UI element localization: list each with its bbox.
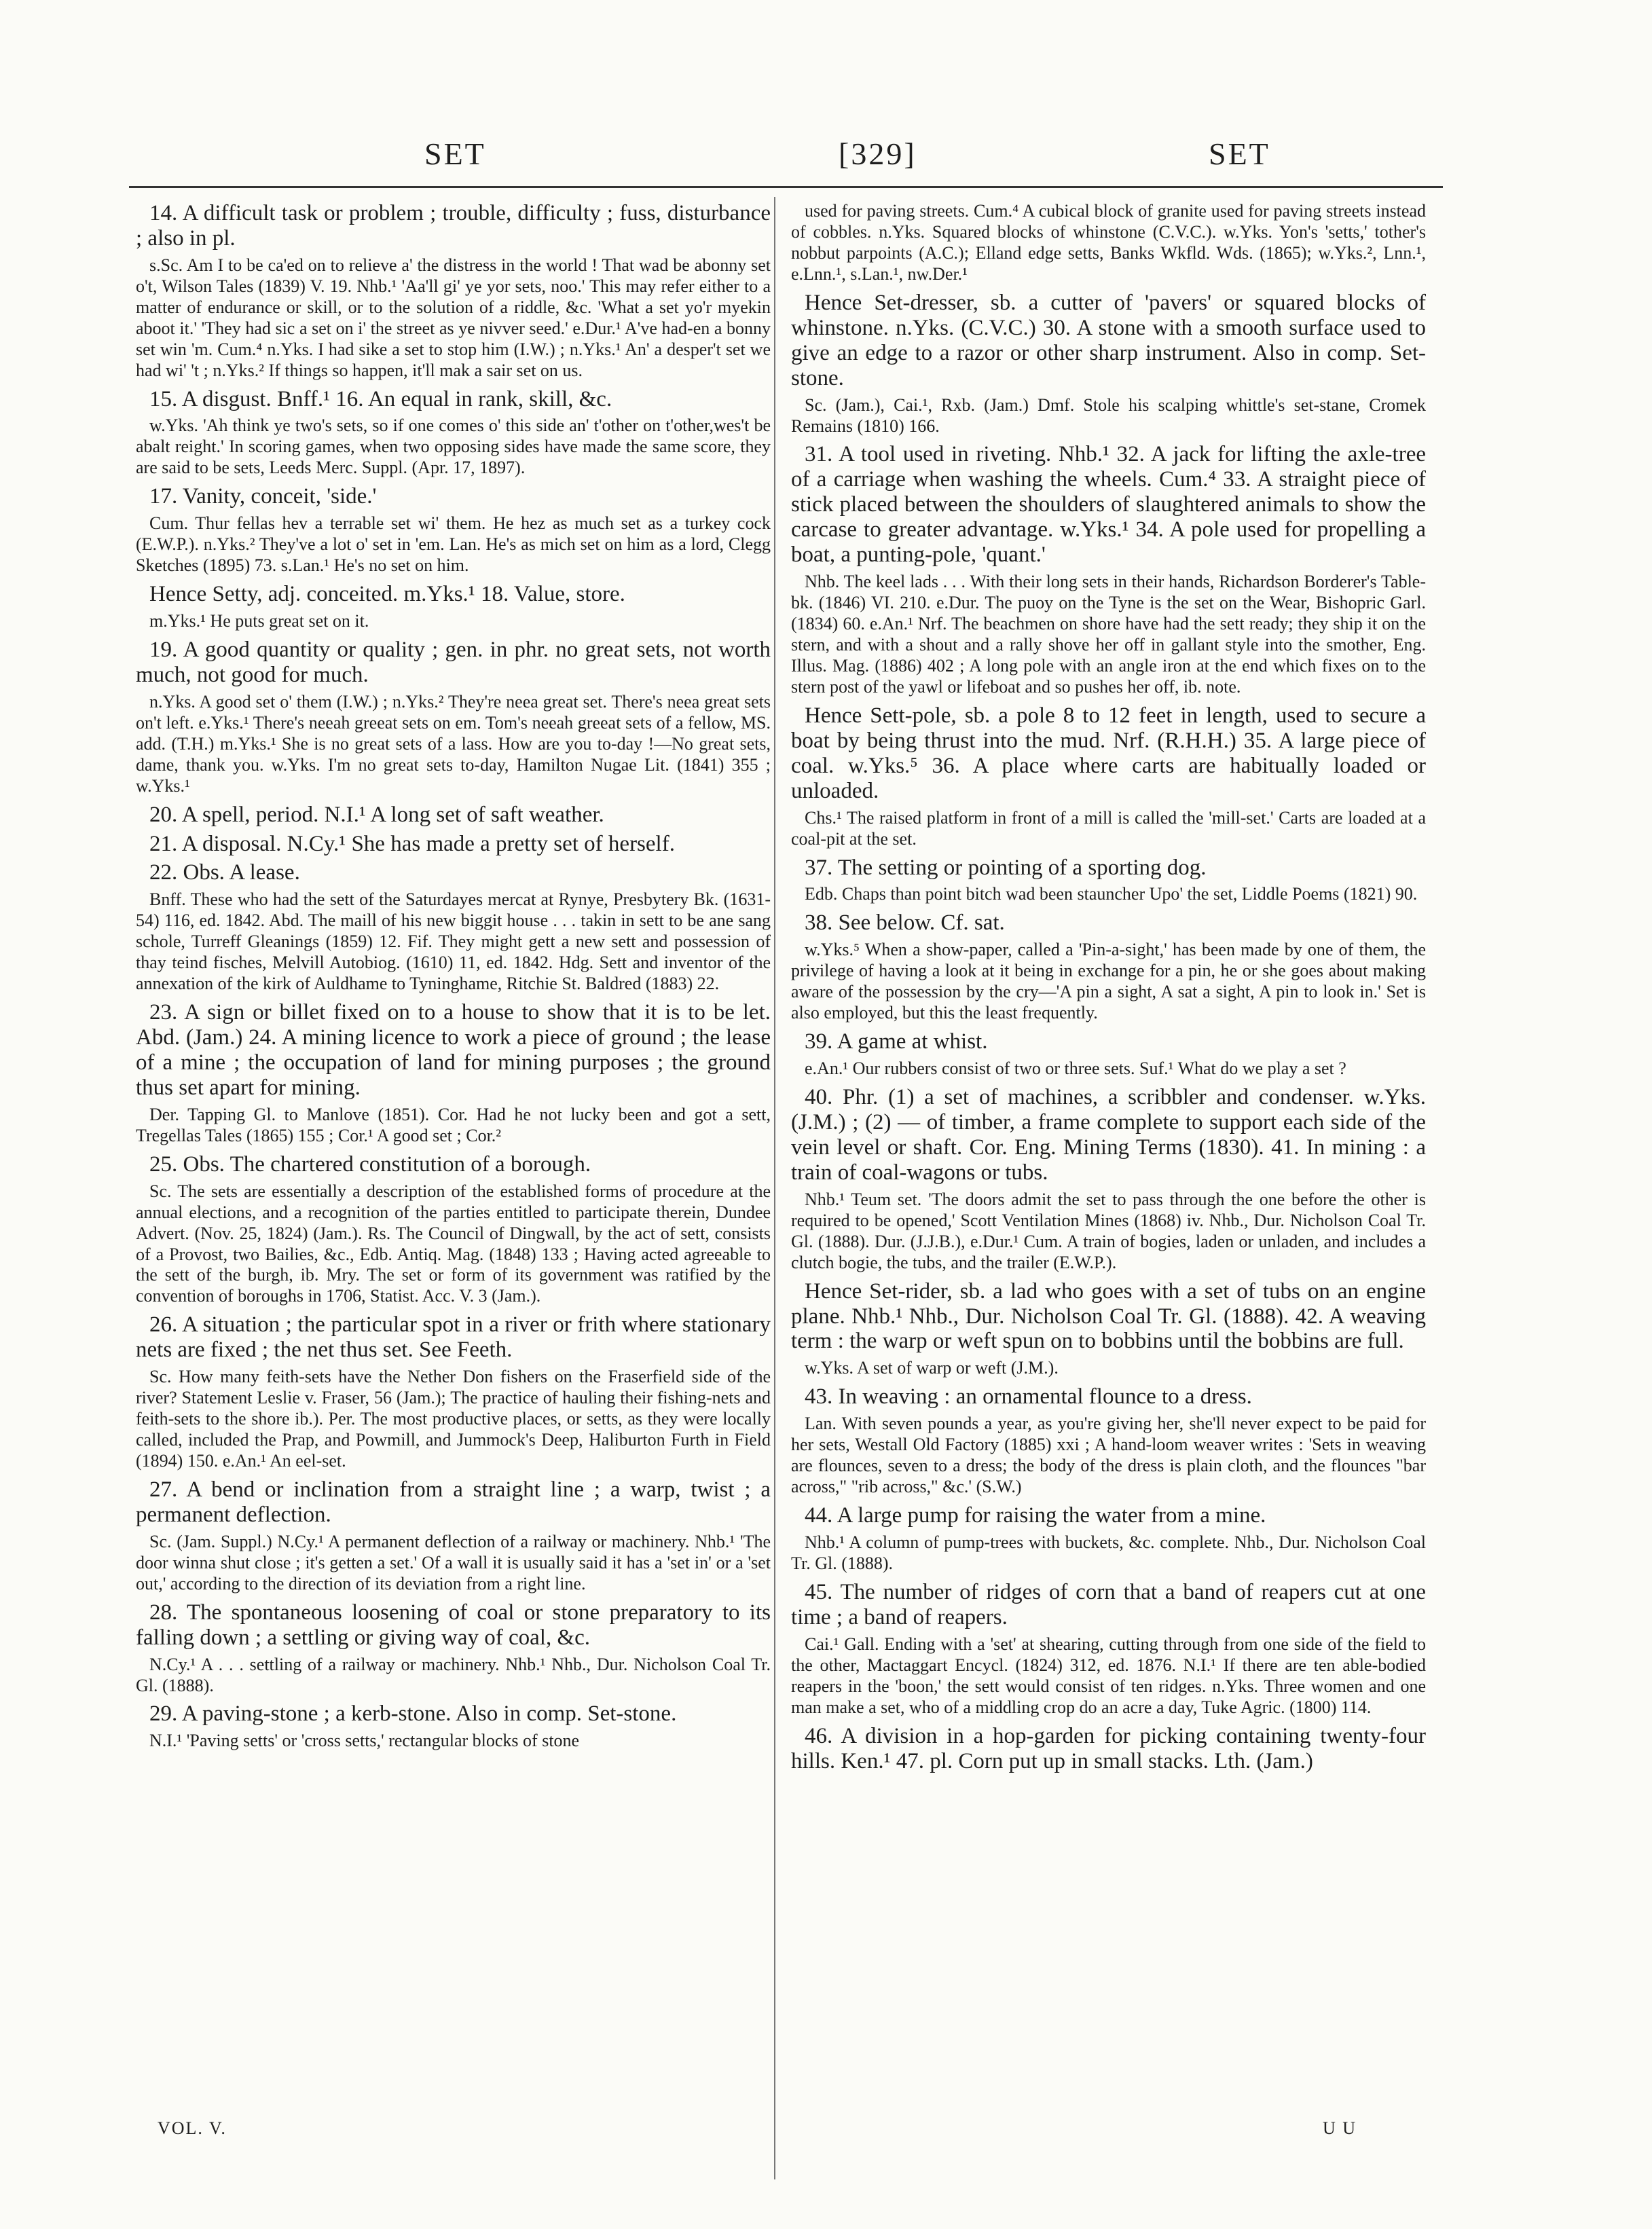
quotation-paragraph: Nhb. The keel lads . . . With their long sets in their hands, Richardson Borderer's Table-bk. (1846) VI. 210. e.Dur. The puoy on the Tyne is the set on the Wear, Bishopric Garl. (1834) 60. e.An.¹ Nrf. The beachmen on shore have had the sett ready; they ship it on the stern, and with a shout and a rally shove her off in gallant style into the smother, Eng. Illus. Mag. (1886) 402 ; A long pole with an angle iron at the end which fixes on to the stern post of the yawl or lifeboat and so pushes her off, ib. note. [791,572,1426,697]
definition-paragraph: 40. Phr. (1) a set of machines, a scribbler and condenser. w.Yks. (J.M.) ; (2) — of timber, a frame complete to support each side of the vein level or shaft. Cor. Eng. Mining Terms (1830). 41. In mining : a train of coal-wagons or tubs. [791,1085,1426,1185]
quotation-paragraph: e.An.¹ Our rubbers consist of two or three sets. Suf.¹ What do we play a set ? [805,1058,1346,1079]
quotation-paragraph: Lan. With seven pounds a year, as you're giving her, she'll never expect to be paid for her sets, Westall Old Factory (1885) xxi ; A hand-loom weaver writes : 'Sets in weaving are flounces, seven to a dress; the body of the dress is plain cloth, and the flounces "bar across," "rib across," &c.' (S.W.) [791,1414,1426,1497]
quotation-paragraph: Cai.¹ Gall. Ending with a 'set' at shearing, cutting through from one side of the field to the other, Mactaggart Encycl. (1824) 312, ed. 1876. N.I.¹ If there are ten able-bodied reapers in the 'boon,' the sett would consist of ten ridges. n.Yks. Three women and one man make a set, who of a middling crop do an acre a day, Tuke Agric. (1800) 114. [791,1634,1426,1717]
quotation-paragraph: Sc. (Jam. Suppl.) N.Cy.¹ A permanent deflection of a railway or machinery. Nhb.¹ 'The door winna shut close ; it's getten a set.' Of a wall it is usually said it has a 'set in' or a 'set out,' according to the direction of its deviation from a right line. [136,1531,771,1594]
quotation-paragraph: Edb. Chaps than point bitch wad been stauncher Upo' the set, Liddle Poems (1821) 90. [805,884,1418,904]
definition-paragraph: 37. The setting or pointing of a sporting dog. [805,855,1207,880]
definition-paragraph: 21. A disposal. N.Cy.¹ She has made a pretty set of herself. [149,831,675,856]
quotation-paragraph: Nhb.¹ Teum set. 'The doors admit the set to pass through the one before the other is required to be opened,' Scott Ventilation Mines (1868) iv. Nhb., Dur. Nicholson Coal Tr. Gl. (1888). Dur. (J.J.B.), e.Dur.¹ Cum. A train of bogies, laden or unladen, and includes a clutch bogie, the tubs, and the trailer (E.W.P.). [791,1189,1426,1272]
quotation-paragraph: Sc. The sets are essentially a description of the established forms of procedure at the annual elections, and a recognition of the parties entitled to participate therein, Dundee Advert. (Nov. 25, 1824) (Jam.). Rs. The Council of Dingwall, by the act of sett, consists of a Provost, two Bailies, &c., Edb. Antiq. Mag. (1848) 133 ; Having acted agreeable to the sett of the burgh, ib. Mry. The set or form of its government was ratified by the convention of boroughs in 1706, Statist. Acc. V. 3 (Jam.). [136,1181,771,1306]
quotation-paragraph: Sc. (Jam.), Cai.¹, Rxb. (Jam.) Dmf. Stole his scalping whittle's set-stane, Cromek Remains (1810) 166. [791,394,1426,436]
definition-paragraph: 38. See below. Cf. sat. [805,910,1005,936]
quotation-paragraph: Bnff. These who had the sett of the Saturdayes mercat at Rynye, Presbytery Bk. (1631-54) 116, ed. 1842. Abd. The maill of his new biggit house . . . takin in sett to be ane sang schole, Turreff Gleanings (1859) 12. Fif. They might gett a new sett and possession of thay teind fisches, Melvill Autobiog. (1610) 11, ed. 1842. Hdg. Sett and inventor of the annexation of the kirk of Auldhame to Tyninghame, Ritchie St. Baldred (1883) 22. [136,889,771,994]
definition-paragraph: 28. The spontaneous loosening of coal or stone preparatory to its falling down ; a settling or giving way of coal, &c. [136,1600,771,1650]
quotation-paragraph: N.I.¹ 'Paving setts' or 'cross setts,' rectangular blocks of stone [149,1731,580,1751]
definition-paragraph: 44. A large pump for raising the water from a mine. [805,1503,1266,1528]
definition-paragraph: Hence Set-dresser, sb. a cutter of 'pavers' or squared blocks of whinstone. n.Yks. (C.V.C.) 30. A stone with a smooth surface used to give an edge to a razor or other sharp instrument. Also in comp. Set-stone. [791,290,1426,390]
definition-paragraph: 17. Vanity, conceit, 'side.' [149,484,377,509]
quotation-paragraph: m.Yks.¹ He puts great set on it. [149,611,369,631]
page-number: [329] [839,136,917,171]
column-divider [774,197,775,2179]
definition-paragraph: Hence Setty, adj. conceited. m.Yks.¹ 18. Value, store. [149,582,625,607]
definition-paragraph: 43. In weaving : an ornamental flounce to a dress. [805,1384,1252,1410]
quotation-paragraph: used for paving streets. Cum.⁴ A cubical block of granite used for paving streets instead of cobbles. n.Yks. Squared blocks of whinstone (C.V.C.). w.Yks. Yon's 'setts,' tother's nobbut parpoints (A.C.); Elland edge setts, Banks Wkfld. Wds. (1865); w.Yks.², Lnn.¹, e.Lnn.¹, s.Lan.¹, nw.Der.¹ [791,201,1426,284]
definition-paragraph: 39. A game at whist. [805,1029,988,1054]
definition-paragraph: 27. A bend or inclination from a straight line ; a warp, twist ; a permanent deflection. [136,1477,771,1527]
signature-mark: U U [1323,2118,1357,2138]
volume-label: VOL. V. [158,2118,227,2138]
definition-paragraph: 15. A disgust. Bnff.¹ 16. An equal in rank, skill, &c. [149,386,612,411]
quotation-paragraph: Chs.¹ The raised platform in front of a mill is called the 'mill-set.' Carts are loaded at a coal-pit at the set. [791,807,1426,849]
definition-paragraph: 46. A division in a hop-garden for picking containing twenty-four hills. Ken.¹ 47. pl. Corn put up in small stacks. Lth. (Jam.) [791,1723,1426,1773]
definition-paragraph: 25. Obs. The chartered constitution of a borough. [149,1152,591,1177]
left-column [136,201,771,1757]
header-left-headword: SET [424,136,486,171]
definition-paragraph: 23. A sign or billet fixed on to a house to show that it is to be let. Abd. (Jam.) 24. A mining licence to work a piece of ground ; the lease of a mine ; the occupation of land for mining purposes ; the ground thus set apart for mining. [136,1000,771,1100]
header-right-headword: SET [1209,136,1270,171]
right-column [791,201,1426,1777]
definition-paragraph: Hence Set-rider, sb. a lad who goes with a set of tubs on an engine plane. Nhb.¹ Nhb., Dur. Nicholson Coal Tr. Gl. (1888). 42. A weaving term : the warp or weft spun on to bobbins until the bobbins are full. [791,1278,1426,1354]
quotation-paragraph: Sc. How many feith-sets have the Nether Don fishers on the Fraserfield side of the river? Statement Leslie v. Fraser, 56 (Jam.); The practice of hauling their fishing-nets and feith-sets to the shore ib.). Per. The most productive places, or setts, as they were locally called, included the Prap, and Powmill, and Jummock's Deep, Haliburton Furth in Field (1894) 150. e.An.¹ An eel-set. [136,1367,771,1471]
quotation-paragraph: n.Yks. A good set o' them (I.W.) ; n.Yks.² They're neea great set. There's neea great sets on't left. e.Yks.¹ There's neeah greeat sets on em. Tom's neeah greeat sets of a fellow, MS. add. (T.H.) m.Yks.¹ She is no great sets of a lass. How are you to-day !—No great sets, dame, thank you. w.Yks. I'm no great sets to-day, Hamilton Nugae Lit. (1841) 355 ; w.Yks.¹ [136,691,771,796]
definition-paragraph: 31. A tool used in riveting. Nhb.¹ 32. A jack for lifting the axle-tree of a carriage when washing the wheels. Cum.⁴ 33. A straight piece of stick placed between the shoulders of slaughtered animals to show the carcase to greater advantage. w.Yks.¹ 34. A pole used for propelling a boat, a punting-pole, 'quant.' [791,442,1426,568]
quotation-paragraph: w.Yks. A set of warp or weft (J.M.). [805,1358,1059,1378]
quotation-paragraph: s.Sc. Am I to be ca'ed on to relieve a' the distress in the world ! That wad be abonny set o't, Wilson Tales (1839) V. 19. Nhb.¹ 'Aa'll gi' ye yor sets, noo.' This may refer either to a matter of endurance or skill, or to the solution of a riddle, &c. 'What a set yo'r myekin aboot it.' 'They had sic a set on i' the street as ye nivver seed.' e.Dur.¹ A've had-en a bonny set win 'm. Cum.⁴ n.Yks. I had sike a set to stop him (I.W.) ; n.Yks.¹ An' a desper't set we had wi' 't ; n.Yks.² If things so happen, it'll mak a sair set on us. [136,255,771,380]
quotation-paragraph: Nhb.¹ A column of pump-trees with buckets, &c. complete. Nhb., Dur. Nicholson Coal Tr. Gl. (1888). [791,1532,1426,1573]
definition-paragraph: 26. A situation ; the particular spot in a river or frith where stationary nets are fixed ; the net thus set. See Feeth. [136,1312,771,1363]
quotation-paragraph: w.Yks. 'Ah think ye two's sets, so if one comes o' this side an' t'other on t'other,wes't be abalt reight.' In scoring games, when two opposing sides have made the same score, they are said to be sets, Leeds Merc. Suppl. (Apr. 17, 1897). [136,416,771,478]
definition-paragraph: 45. The number of ridges of corn that a band of reapers cut at one time ; a band of reapers. [791,1579,1426,1629]
quotation-paragraph: Der. Tapping Gl. to Manlove (1851). Cor. Had he not lucky been and got a sett, Tregellas Tales (1865) 155 ; Cor.¹ A good set ; Cor.² [136,1104,771,1145]
definition-paragraph: Hence Sett-pole, sb. a pole 8 to 12 feet in length, used to secure a boat by being thrust into the mud. Nrf. (R.H.H.) 35. A large piece of coal. w.Yks.⁵ 36. A place where carts are habitually loaded or unloaded. [791,703,1426,803]
quotation-paragraph: w.Yks.⁵ When a show-paper, called a 'Pin-a-sight,' has been made by one of them, the privilege of having a look at it being in exchange for a pin, he or she goes about making aware of the possession by the cry—'A pin a sight, A sat a sight, A pin to look in.' Set is also employed, but this the least frequently. [791,940,1426,1023]
header-rule [129,186,1443,188]
quotation-paragraph: N.Cy.¹ A . . . settling of a railway or machinery. Nhb.¹ Nhb., Dur. Nicholson Coal Tr. Gl. (1888). [136,1654,771,1695]
running-header [129,136,1439,190]
quotation-paragraph: Cum. Thur fellas hev a terrable set wi' them. He hez as much set as a turkey cock (E.W.P.). n.Yks.² They've a lot o' set in 'em. Lan. He's as mich set on him as a lord, Clegg Sketches (1895) 73. s.Lan.¹ He's no set on him. [136,513,771,576]
definition-paragraph: 14. A difficult task or problem ; trouble, difficulty ; fuss, disturbance ; also in pl. [136,201,771,251]
definition-paragraph: 22. Obs. A lease. [149,860,300,885]
definition-paragraph: 20. A spell, period. N.I.¹ A long set of saft weather. [149,802,604,827]
definition-paragraph: 29. A paving-stone ; a kerb-stone. Also in comp. Set-stone. [149,1701,677,1727]
definition-paragraph: 19. A good quantity or quality ; gen. in phr. no great sets, not worth much, not good for much. [136,637,771,687]
